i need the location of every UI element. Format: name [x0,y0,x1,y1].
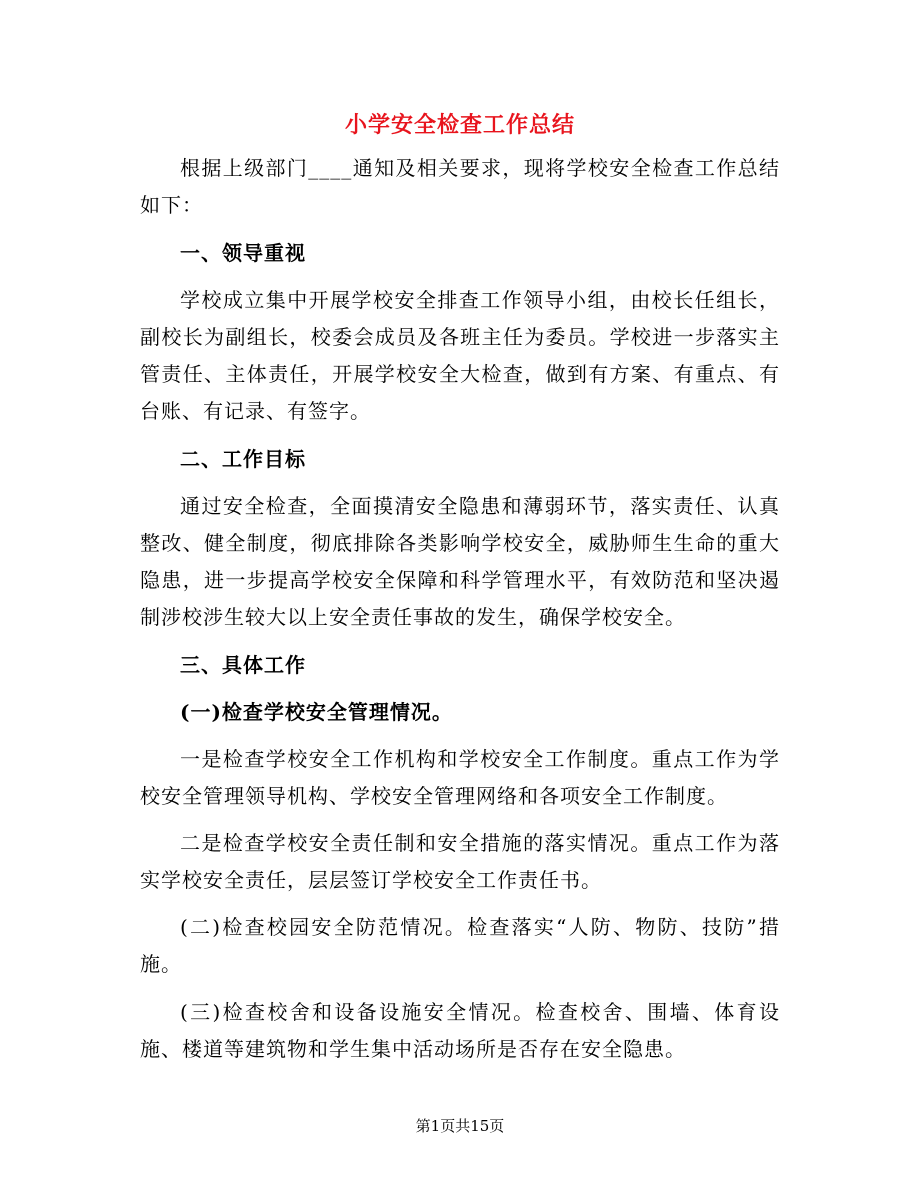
document-body [140,150,780,1068]
section-3-heading: 三、具体工作 [180,653,306,677]
section-1-heading: 一、领导重视 [180,241,306,265]
subsection-1-heading: (一)检查学校安全管理情况。 [180,700,453,724]
subsection-3-paragraph: (三)检查校舍和设备设施安全情况。检查校舍、围墙、体育设施、楼道等建筑物和学生集中活动场所是否存在安全隐患。 [140,1000,780,1061]
subsection-1-item-1: 一是检查学校安全工作机构和学校安全工作制度。重点工作为学校安全管理领导机构、学校安全管理网络和各项安全工作制度。 [140,747,780,808]
page-number: 第1页共15页 [415,1117,505,1135]
document-title: 小学安全检查工作总结 [344,112,575,138]
section-2-body: 通过安全检查，全面摸清安全隐患和薄弱环节，落实责任、认真整改、健全制度，彻底排除各类影响学校安全，威胁师生生命的重大隐患，进一步提高学校安全保障和科学管理水平，有效防范和坚决遏制涉校涉生较大以上安全责任事故的发生，确保学校安全。 [140,494,780,629]
intro-paragraph: 根据上级部门____通知及相关要求，现将学校安全检查工作总结如下： [140,156,780,217]
section-2-heading: 二、工作目标 [180,447,306,471]
section-1-body: 学校成立集中开展学校安全排查工作领导小组，由校长任组长，副校长为副组长，校委会成员及各班主任为委员。学校进一步落实主管责任、主体责任，开展学校安全大检查，做到有方案、有重点、有台账、有记录、有签字。 [140,288,780,423]
subsection-2-paragraph: (二)检查校园安全防范情况。检查落实“人防、物防、技防”措施。 [140,915,780,976]
subsection-1-item-2: 二是检查学校安全责任制和安全措施的落实情况。重点工作为落实学校安全责任，层层签订学校安全工作责任书。 [140,831,780,892]
